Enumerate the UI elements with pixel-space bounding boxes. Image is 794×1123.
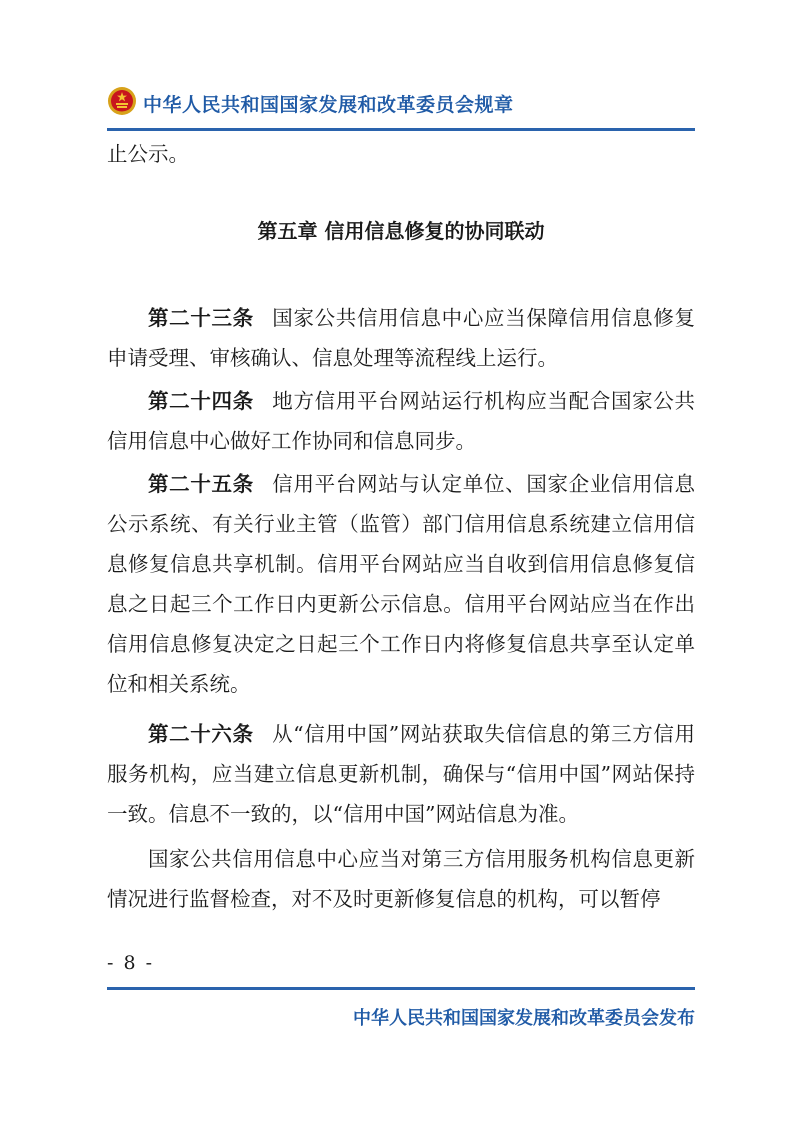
article-26 (107, 714, 695, 834)
national-emblem-icon (107, 86, 137, 116)
article-24 (107, 381, 695, 461)
article-number: 第二十六条 (148, 722, 254, 746)
continuation-line: 止公示。 (107, 142, 189, 166)
article-23 (107, 298, 695, 378)
header-title: 中华人民共和国国家发展和改革委员会规章 (143, 94, 514, 116)
footer-divider (107, 987, 695, 990)
page-number: - 8 - (107, 952, 155, 974)
chapter-heading: 第五章 信用信息修复的协同联动 (257, 219, 545, 243)
paragraph-text: 国家公共信用信息中心应当对第三方信用服务机构信息更新情况进行监督检查，对不及时更新修复信息的机构，可以暂停 (107, 847, 695, 911)
header-divider (107, 128, 695, 131)
article-number: 第二十三条 (148, 306, 254, 330)
article-text: 信用平台网站与认定单位、国家企业信用信息公示系统、有关行业主管（监管）部门信用信息系统建立信用信息修复信息共享机制。信用平台网站应当自收到信用信息修复信息之日起三个工作日内更新公示信息。信用平台网站应当在作出信用信息修复决定之日起三个工作日内将修复信息共享至认定单位和相关系统。 (107, 472, 696, 696)
article-number: 第二十五条 (148, 472, 254, 496)
article-text: 国家公共信用信息中心应当保障信用信息修复申请受理、审核确认、信息处理等流程线上运行。 (107, 306, 696, 370)
article-number: 第二十四条 (148, 389, 254, 413)
article-text: 地方信用平台网站运行机构应当配合国家公共信用信息中心做好工作协同和信息同步。 (107, 389, 696, 453)
article-text: 从“信用中国”网站获取失信信息的第三方信用服务机构，应当建立信息更新机制，确保与“信用中国”网站保持一致。信息不一致的，以“信用中国”网站信息为准。 (107, 722, 695, 826)
article-25 (107, 464, 695, 704)
page-header (107, 84, 695, 128)
continuation-text (107, 134, 695, 174)
footer-publisher: 中华人民共和国国家发展和改革委员会发布 (353, 1008, 695, 1029)
trailing-paragraph (107, 839, 695, 919)
